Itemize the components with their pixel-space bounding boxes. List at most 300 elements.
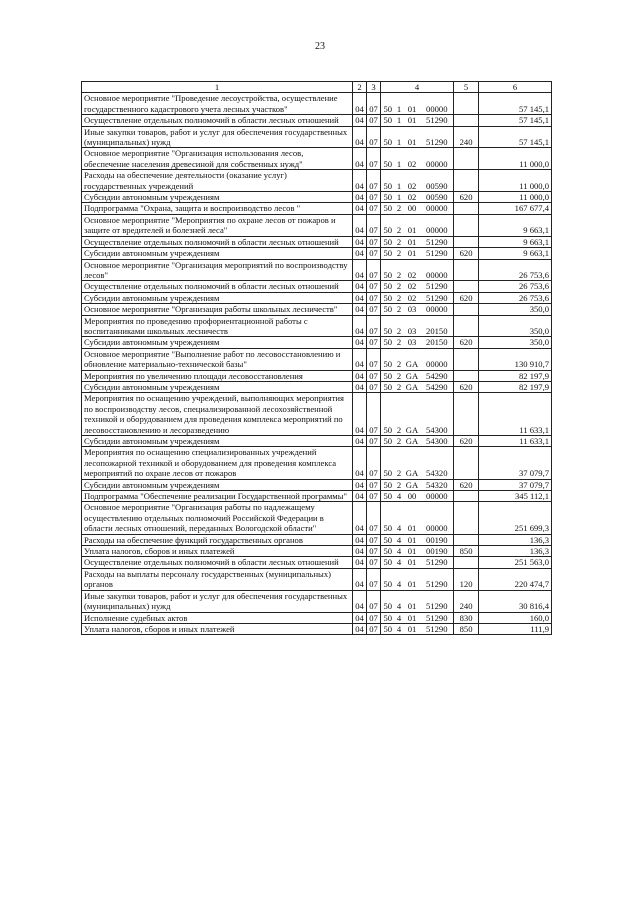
cell-activity: 00: [404, 203, 421, 214]
cell-subprogram: 2: [395, 348, 404, 370]
cell-subsection: 07: [367, 115, 381, 126]
cell-direction: 51290: [421, 126, 454, 148]
cell-program: 50: [381, 393, 395, 436]
cell-activity: 01: [404, 546, 421, 557]
cell-direction: 00000: [421, 502, 454, 534]
table-row: [82, 612, 552, 623]
cell-subsection: 07: [367, 381, 381, 392]
cell-subprogram: 2: [395, 259, 404, 281]
table-row: [82, 236, 552, 247]
cell-amount: 26 753,6: [479, 292, 552, 303]
cell-amount: 220 474,7: [479, 568, 552, 590]
cell-amount: 9 663,1: [479, 248, 552, 259]
cell-section: 04: [353, 612, 367, 623]
cell-subsection: 07: [367, 546, 381, 557]
cell-section: 04: [353, 170, 367, 192]
cell-subprogram: 2: [395, 381, 404, 392]
cell-expense-type: [454, 115, 479, 126]
cell-direction: 51290: [421, 590, 454, 612]
table-row: [82, 259, 552, 281]
cell-subsection: 07: [367, 590, 381, 612]
table-row: [82, 292, 552, 303]
cell-section: 04: [353, 491, 367, 502]
row-name: Расходы на обеспечение деятельности (оказание услуг) государственных учреждений: [82, 170, 353, 192]
header-col-5: 5: [454, 82, 479, 93]
row-name: Основное мероприятие "Мероприятия по охране лесов от пожаров и защите от вредителей и болезней леса": [82, 214, 353, 236]
cell-activity: 03: [404, 315, 421, 337]
cell-expense-type: [454, 304, 479, 315]
table-row: [82, 203, 552, 214]
cell-subsection: 07: [367, 315, 381, 337]
header-row: [82, 82, 552, 93]
cell-subsection: 07: [367, 126, 381, 148]
cell-subsection: 07: [367, 248, 381, 259]
cell-amount: 167 677,4: [479, 203, 552, 214]
cell-amount: 251 699,3: [479, 502, 552, 534]
cell-amount: 111,9: [479, 623, 552, 634]
cell-subsection: 07: [367, 436, 381, 447]
cell-subsection: 07: [367, 370, 381, 381]
cell-program: 50: [381, 557, 395, 568]
cell-program: 50: [381, 148, 395, 170]
cell-expense-type: [454, 534, 479, 545]
cell-expense-type: 830: [454, 612, 479, 623]
cell-direction: 54320: [421, 447, 454, 479]
cell-section: 04: [353, 557, 367, 568]
cell-direction: 00000: [421, 214, 454, 236]
table-row: [82, 381, 552, 392]
cell-subsection: 07: [367, 292, 381, 303]
cell-section: 04: [353, 590, 367, 612]
cell-direction: 00000: [421, 304, 454, 315]
table-row: [82, 148, 552, 170]
cell-expense-type: 850: [454, 546, 479, 557]
cell-subsection: 07: [367, 214, 381, 236]
cell-program: 50: [381, 381, 395, 392]
cell-subprogram: 4: [395, 590, 404, 612]
cell-section: 04: [353, 214, 367, 236]
cell-amount: 57 145,1: [479, 93, 552, 115]
cell-subprogram: 4: [395, 502, 404, 534]
cell-activity: 01: [404, 534, 421, 545]
cell-expense-type: 620: [454, 436, 479, 447]
cell-direction: 00000: [421, 148, 454, 170]
cell-expense-type: [454, 203, 479, 214]
row-name: Субсидии автономным учреждениям: [82, 248, 353, 259]
cell-subprogram: 2: [395, 248, 404, 259]
cell-direction: 00190: [421, 546, 454, 557]
cell-activity: 00: [404, 491, 421, 502]
cell-program: 50: [381, 93, 395, 115]
row-name: Расходы на выплаты персоналу государственных (муниципальных) органов: [82, 568, 353, 590]
cell-activity: 02: [404, 259, 421, 281]
cell-amount: 9 663,1: [479, 236, 552, 247]
cell-amount: 37 079,7: [479, 447, 552, 479]
cell-direction: 54290: [421, 370, 454, 381]
cell-program: 50: [381, 315, 395, 337]
cell-section: 04: [353, 281, 367, 292]
cell-amount: 136,3: [479, 546, 552, 557]
cell-program: 50: [381, 546, 395, 557]
row-name: Субсидии автономным учреждениям: [82, 436, 353, 447]
cell-subsection: 07: [367, 502, 381, 534]
row-name: Осуществление отдельных полномочий в области лесных отношений: [82, 281, 353, 292]
cell-activity: GA: [404, 436, 421, 447]
cell-direction: 00590: [421, 192, 454, 203]
cell-subprogram: 2: [395, 236, 404, 247]
cell-activity: 02: [404, 281, 421, 292]
cell-amount: 37 079,7: [479, 479, 552, 490]
table-row: [82, 370, 552, 381]
cell-section: 04: [353, 292, 367, 303]
table-row: [82, 214, 552, 236]
cell-expense-type: [454, 170, 479, 192]
cell-section: 04: [353, 623, 367, 634]
cell-activity: 02: [404, 170, 421, 192]
cell-amount: 251 563,0: [479, 557, 552, 568]
cell-activity: 01: [404, 236, 421, 247]
row-name: Мероприятия по увеличению площади лесовосстановления: [82, 370, 353, 381]
cell-subsection: 07: [367, 281, 381, 292]
cell-program: 50: [381, 612, 395, 623]
cell-subprogram: 4: [395, 557, 404, 568]
cell-amount: 57 145,1: [479, 115, 552, 126]
row-name: Субсидии автономным учреждениям: [82, 292, 353, 303]
row-name: Иные закупки товаров, работ и услуг для обеспечения государственных (муниципальных) нужд: [82, 126, 353, 148]
table-row: [82, 126, 552, 148]
cell-program: 50: [381, 214, 395, 236]
cell-expense-type: [454, 214, 479, 236]
cell-section: 04: [353, 203, 367, 214]
cell-expense-type: [454, 236, 479, 247]
cell-subprogram: 2: [395, 393, 404, 436]
cell-activity: GA: [404, 393, 421, 436]
cell-amount: 82 197,9: [479, 370, 552, 381]
row-name: Иные закупки товаров, работ и услуг для обеспечения государственных (муниципальных) нужд: [82, 590, 353, 612]
cell-direction: 00000: [421, 491, 454, 502]
row-name: Основное мероприятие "Организация мероприятий по воспроизводству лесов": [82, 259, 353, 281]
cell-direction: 51290: [421, 115, 454, 126]
cell-subprogram: 1: [395, 192, 404, 203]
cell-subsection: 07: [367, 259, 381, 281]
cell-activity: 03: [404, 304, 421, 315]
cell-activity: 02: [404, 148, 421, 170]
cell-amount: 350,0: [479, 304, 552, 315]
row-name: Субсидии автономным учреждениям: [82, 337, 353, 348]
cell-subsection: 07: [367, 534, 381, 545]
cell-activity: 02: [404, 292, 421, 303]
cell-expense-type: [454, 93, 479, 115]
cell-section: 04: [353, 93, 367, 115]
cell-expense-type: 620: [454, 248, 479, 259]
cell-program: 50: [381, 292, 395, 303]
table-row: [82, 281, 552, 292]
cell-expense-type: 240: [454, 590, 479, 612]
cell-subprogram: 2: [395, 304, 404, 315]
table-row: [82, 337, 552, 348]
cell-section: 04: [353, 348, 367, 370]
cell-subsection: 07: [367, 192, 381, 203]
cell-section: 04: [353, 546, 367, 557]
header-col-2: 2: [353, 82, 367, 93]
cell-subsection: 07: [367, 348, 381, 370]
cell-section: 04: [353, 381, 367, 392]
cell-direction: 00000: [421, 203, 454, 214]
cell-section: 04: [353, 315, 367, 337]
cell-activity: GA: [404, 381, 421, 392]
row-name: Уплата налогов, сборов и иных платежей: [82, 546, 353, 557]
cell-program: 50: [381, 447, 395, 479]
table-row: [82, 170, 552, 192]
cell-section: 04: [353, 370, 367, 381]
cell-subsection: 07: [367, 568, 381, 590]
cell-amount: 82 197,9: [479, 381, 552, 392]
table-body: [82, 93, 552, 635]
cell-activity: 03: [404, 337, 421, 348]
row-name: Мероприятия по оснащению учреждений, выполняющих мероприятия по воспроизводству лесов, специализированной лесохозяйственной техникой и оборудованием для проведения комплекса мероприятий по лесовосстановлению и лесоразведению: [82, 393, 353, 436]
cell-activity: 01: [404, 115, 421, 126]
cell-subsection: 07: [367, 148, 381, 170]
cell-subprogram: 4: [395, 534, 404, 545]
row-name: Основное мероприятие "Организация использования лесов, обеспечение населения древесиной для собственных нужд": [82, 148, 353, 170]
cell-direction: 51290: [421, 568, 454, 590]
row-name: Основное мероприятие "Организация работы по надлежащему осуществлению отдельных полномочий Российской Федерации в области лесных отношений, переданных Вологодской области": [82, 502, 353, 534]
cell-subsection: 07: [367, 170, 381, 192]
table-row: [82, 502, 552, 534]
cell-expense-type: [454, 393, 479, 436]
cell-direction: 51290: [421, 248, 454, 259]
cell-activity: GA: [404, 348, 421, 370]
cell-amount: 160,0: [479, 612, 552, 623]
cell-activity: 01: [404, 557, 421, 568]
cell-section: 04: [353, 248, 367, 259]
cell-direction: 51290: [421, 557, 454, 568]
cell-activity: 01: [404, 93, 421, 115]
cell-subsection: 07: [367, 304, 381, 315]
budget-table: [81, 81, 552, 635]
cell-direction: 51290: [421, 612, 454, 623]
cell-subsection: 07: [367, 337, 381, 348]
cell-section: 04: [353, 259, 367, 281]
cell-subprogram: 1: [395, 93, 404, 115]
cell-activity: 01: [404, 568, 421, 590]
cell-subprogram: 4: [395, 612, 404, 623]
cell-activity: GA: [404, 447, 421, 479]
row-name: Основное мероприятие "Организация работы школьных лесничеств": [82, 304, 353, 315]
cell-subsection: 07: [367, 447, 381, 479]
cell-section: 04: [353, 502, 367, 534]
cell-section: 04: [353, 436, 367, 447]
cell-program: 50: [381, 192, 395, 203]
table-row: [82, 447, 552, 479]
cell-program: 50: [381, 248, 395, 259]
cell-expense-type: [454, 281, 479, 292]
row-name: Подпрограмма "Обеспечение реализации Государственной программы": [82, 491, 353, 502]
cell-subsection: 07: [367, 236, 381, 247]
cell-amount: 11 633,1: [479, 393, 552, 436]
table-row: [82, 315, 552, 337]
cell-activity: 01: [404, 612, 421, 623]
header-col-4: 4: [381, 82, 454, 93]
row-name: Субсидии автономным учреждениям: [82, 381, 353, 392]
header-col-1: 1: [82, 82, 353, 93]
cell-section: 04: [353, 304, 367, 315]
table-row: [82, 304, 552, 315]
cell-direction: 00590: [421, 170, 454, 192]
cell-direction: 00190: [421, 534, 454, 545]
cell-subsection: 07: [367, 612, 381, 623]
cell-activity: GA: [404, 479, 421, 490]
cell-program: 50: [381, 348, 395, 370]
cell-subprogram: 2: [395, 436, 404, 447]
cell-program: 50: [381, 590, 395, 612]
cell-subprogram: 4: [395, 546, 404, 557]
cell-subsection: 07: [367, 93, 381, 115]
cell-program: 50: [381, 568, 395, 590]
cell-subprogram: 2: [395, 214, 404, 236]
cell-amount: 9 663,1: [479, 214, 552, 236]
cell-program: 50: [381, 115, 395, 126]
cell-expense-type: [454, 348, 479, 370]
cell-subprogram: 2: [395, 479, 404, 490]
cell-expense-type: [454, 502, 479, 534]
cell-expense-type: [454, 491, 479, 502]
cell-activity: 01: [404, 590, 421, 612]
cell-program: 50: [381, 436, 395, 447]
cell-amount: 57 145,1: [479, 126, 552, 148]
cell-amount: 11 000,0: [479, 192, 552, 203]
cell-direction: 00000: [421, 93, 454, 115]
row-name: Исполнение судебных актов: [82, 612, 353, 623]
cell-section: 04: [353, 148, 367, 170]
cell-activity: GA: [404, 370, 421, 381]
table-row: [82, 393, 552, 436]
cell-expense-type: [454, 447, 479, 479]
cell-activity: 02: [404, 192, 421, 203]
table-row: [82, 546, 552, 557]
cell-subprogram: 2: [395, 370, 404, 381]
cell-subprogram: 1: [395, 115, 404, 126]
row-name: Расходы на обеспечение функций государственных органов: [82, 534, 353, 545]
cell-program: 50: [381, 337, 395, 348]
row-name: Мероприятия по проведению профориентационной работы с воспитанниками школьных лесничеств: [82, 315, 353, 337]
cell-activity: 01: [404, 248, 421, 259]
cell-activity: 01: [404, 502, 421, 534]
cell-subsection: 07: [367, 491, 381, 502]
row-name: Уплата налогов, сборов и иных платежей: [82, 623, 353, 634]
cell-subprogram: 2: [395, 315, 404, 337]
cell-direction: 00000: [421, 348, 454, 370]
cell-section: 04: [353, 236, 367, 247]
cell-subprogram: 2: [395, 447, 404, 479]
cell-amount: 11 633,1: [479, 436, 552, 447]
cell-expense-type: [454, 557, 479, 568]
table-row: [82, 115, 552, 126]
cell-subprogram: 2: [395, 203, 404, 214]
cell-expense-type: 620: [454, 292, 479, 303]
cell-subsection: 07: [367, 203, 381, 214]
table-row: [82, 93, 552, 115]
cell-amount: 26 753,6: [479, 281, 552, 292]
cell-amount: 350,0: [479, 315, 552, 337]
cell-activity: 01: [404, 623, 421, 634]
cell-subsection: 07: [367, 479, 381, 490]
row-name: Субсидии автономным учреждениям: [82, 479, 353, 490]
cell-section: 04: [353, 447, 367, 479]
cell-direction: 00000: [421, 259, 454, 281]
cell-expense-type: 620: [454, 192, 479, 203]
cell-amount: 26 753,6: [479, 259, 552, 281]
cell-section: 04: [353, 479, 367, 490]
cell-direction: 54320: [421, 479, 454, 490]
cell-program: 50: [381, 534, 395, 545]
cell-program: 50: [381, 170, 395, 192]
cell-section: 04: [353, 534, 367, 545]
cell-direction: 51290: [421, 281, 454, 292]
cell-subprogram: 2: [395, 281, 404, 292]
cell-section: 04: [353, 393, 367, 436]
table-row: [82, 534, 552, 545]
cell-activity: 01: [404, 126, 421, 148]
cell-expense-type: [454, 315, 479, 337]
table-row: [82, 479, 552, 490]
cell-subsection: 07: [367, 393, 381, 436]
row-name: Субсидии автономным учреждениям: [82, 192, 353, 203]
cell-subprogram: 1: [395, 126, 404, 148]
cell-program: 50: [381, 491, 395, 502]
cell-subprogram: 4: [395, 491, 404, 502]
cell-program: 50: [381, 502, 395, 534]
cell-expense-type: 120: [454, 568, 479, 590]
table-row: [82, 491, 552, 502]
cell-section: 04: [353, 115, 367, 126]
table-row: [82, 557, 552, 568]
cell-program: 50: [381, 259, 395, 281]
cell-section: 04: [353, 126, 367, 148]
row-name: Основное мероприятие "Выполнение работ по лесовосстановлению и обновление материально-технической базы": [82, 348, 353, 370]
cell-expense-type: 240: [454, 126, 479, 148]
table-row: [82, 192, 552, 203]
row-name: Осуществление отдельных полномочий в области лесных отношений: [82, 115, 353, 126]
cell-expense-type: 850: [454, 623, 479, 634]
cell-subprogram: 1: [395, 148, 404, 170]
cell-program: 50: [381, 236, 395, 247]
header-col-6: 6: [479, 82, 552, 93]
cell-direction: 20150: [421, 315, 454, 337]
cell-subprogram: 4: [395, 568, 404, 590]
cell-program: 50: [381, 304, 395, 315]
cell-amount: 130 910,7: [479, 348, 552, 370]
row-name: Основное мероприятие "Проведение лесоустройства, осуществление государственного кадастрового учета лесных участков": [82, 93, 353, 115]
cell-expense-type: 620: [454, 337, 479, 348]
table-row: [82, 348, 552, 370]
cell-direction: 51290: [421, 623, 454, 634]
table-row: [82, 568, 552, 590]
cell-program: 50: [381, 370, 395, 381]
cell-amount: 11 000,0: [479, 148, 552, 170]
cell-subprogram: 1: [395, 170, 404, 192]
row-name: Осуществление отдельных полномочий в области лесных отношений: [82, 236, 353, 247]
table-row: [82, 623, 552, 634]
cell-direction: 51290: [421, 236, 454, 247]
cell-amount: 11 000,0: [479, 170, 552, 192]
cell-amount: 345 112,1: [479, 491, 552, 502]
row-name: Подпрограмма "Охрана, защита и воспроизводство лесов ": [82, 203, 353, 214]
cell-section: 04: [353, 192, 367, 203]
cell-expense-type: [454, 148, 479, 170]
cell-expense-type: 620: [454, 381, 479, 392]
cell-subsection: 07: [367, 557, 381, 568]
